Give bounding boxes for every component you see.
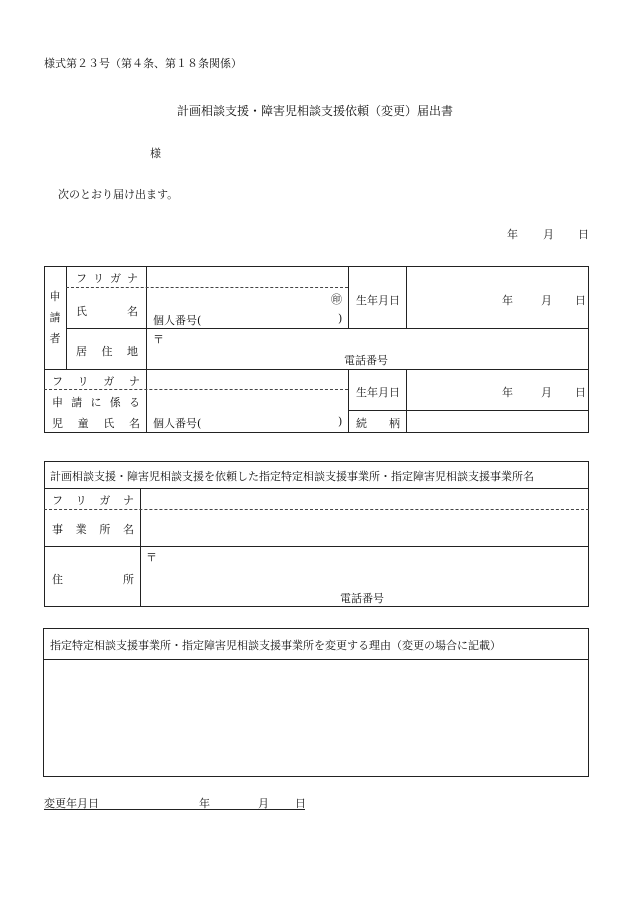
office-name-input[interactable] [143,513,586,541]
applicant-postal-mark: 〒 [153,333,164,346]
submission-year-input[interactable] [450,224,504,240]
applicant-birth-year-input[interactable] [410,289,500,306]
year-label: 年 [507,228,518,241]
child-personal-number-input[interactable] [212,413,336,429]
child-birth-label: 生年月日 [356,386,400,399]
addressee-suffix: 様 [150,147,161,160]
child-birth-year-input[interactable] [410,381,500,398]
addressee-input[interactable] [60,143,148,159]
office-furigana-label: フ リ ガ ナ [52,494,134,507]
applicant-personal-number-input[interactable] [212,310,336,326]
month-label: 月 [543,228,554,241]
applicant-furigana-label: フ リ ガ ナ [76,272,138,285]
applicant-furigana-input[interactable] [148,268,346,285]
change-month-input[interactable] [212,793,256,809]
applicant-phone-input[interactable] [392,350,586,366]
form-title: 計画相談支援・障害児相談支援依頼（変更）届出書 [176,104,453,118]
submission-day-input[interactable] [556,224,578,240]
office-phone-input[interactable] [390,588,586,604]
office-name-label: 事 業 所 名 [52,523,134,536]
office-furigana-input[interactable] [143,490,586,507]
reason-header: 指定特定相談支援事業所・指定障害児相談支援事業所を変更する理由（変更の場合に記載） [50,639,501,652]
child-furigana-label: フ リ ガ ナ [52,375,140,388]
applicant-address-label: 居 住 地 [76,345,138,358]
office-table-header: 計画相談支援・障害児相談支援を依頼した指定特定相談支援事業所・指定障害児相談支援事業所名 [50,470,534,483]
applicant-address-input[interactable] [166,330,586,346]
submission-month-input[interactable] [520,224,542,240]
office-postal-mark: 〒 [146,551,157,564]
office-address-input[interactable] [160,551,586,579]
child-relation-input[interactable] [410,413,586,429]
form-number: 様式第２３号（第４条、第１８条関係） [44,57,242,70]
applicant-name-input[interactable] [148,289,328,306]
applicant-phone-label: 電話番号 [344,354,388,367]
applicant-name-label: 氏 名 [76,305,138,318]
child-relation-label: 続 柄 [356,417,400,430]
office-phone-label: 電話番号 [340,592,384,605]
child-name-input[interactable] [148,391,346,408]
child-label-line2: 児 童 氏 名 [52,417,140,430]
reason-textarea[interactable] [46,663,586,773]
child-personal-number-label: 個人番号( [153,417,202,430]
child-furigana-input[interactable] [148,371,346,388]
seal-mark: ㊞ [331,293,342,306]
child-label-line1: 申 請 に 係 る [52,396,140,409]
change-day-input[interactable] [271,793,295,809]
office-address-label: 住 所 [52,573,134,586]
change-year-input[interactable] [104,793,196,809]
change-date-label: 変更年月日 [44,797,99,810]
applicant-birth-label: 生年月日 [356,294,400,307]
intro-text: 次のとおり届け出ます。 [58,188,179,201]
applicant-label: 申 請 者 [49,290,61,345]
applicant-personal-number-label: 個人番号( [153,314,202,327]
day-label: 日 [578,228,589,241]
